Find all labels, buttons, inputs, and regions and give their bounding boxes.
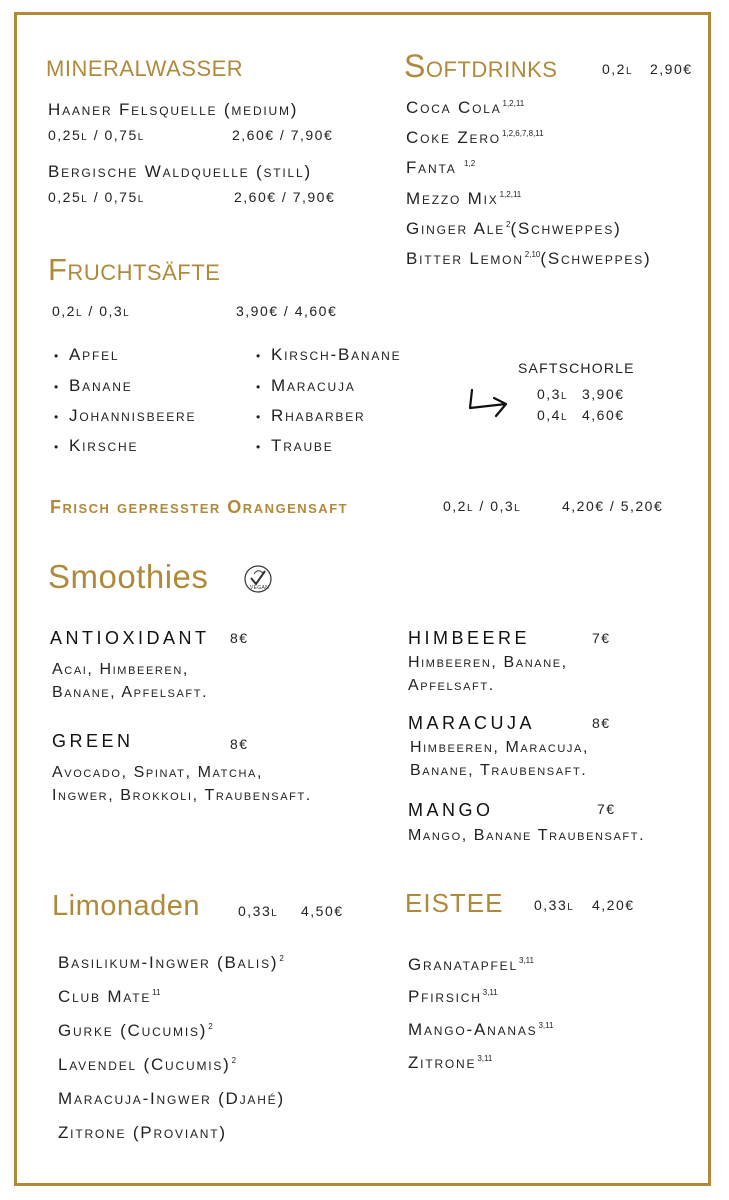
fruchtsaefte-sizes: 0,2l / 0,3l xyxy=(52,303,131,319)
smoothie-name: HIMBEERE xyxy=(408,628,531,648)
smoothie-name: GREEN xyxy=(52,731,134,751)
list-item: Pfirsich$^{3,11}$ xyxy=(408,987,498,1006)
vegan-badge-label: VEGAN xyxy=(250,585,270,591)
section-title-mineralwasser: mineralwasser xyxy=(46,48,244,83)
softdrinks-size: 0,2l xyxy=(602,61,634,77)
list-item: Ginger Ale$^2$(Schweppes) xyxy=(406,219,622,238)
orangensaft-sizes: 0,2l / 0,3l xyxy=(443,498,522,514)
eistee-size: 0,33l xyxy=(534,897,575,913)
smoothie-desc: Acai, Himbeeren, Banane, Apfelsaft. xyxy=(52,661,209,701)
list-item: • Apfel xyxy=(54,345,119,365)
list-item: Bitter Lemon$^{2,10}$(Schweppes) xyxy=(406,249,652,268)
list-item: Coke Zero$^{1,2,6,7,8,11}$ xyxy=(406,128,544,147)
softdrinks-price: 2,90€ xyxy=(650,61,693,77)
arrow-right-icon xyxy=(466,386,512,420)
list-item: Bergische Waldquelle (still) xyxy=(48,162,312,181)
list-item: Lavendel (Cucumis)$^2$ xyxy=(58,1055,237,1074)
section-title-eistee: EISTEE xyxy=(405,888,504,918)
smoothie-name: MARACUJA xyxy=(408,713,536,733)
saftschorle-size: 0,4l xyxy=(537,407,569,423)
item-prices: 2,60€ / 7,90€ xyxy=(234,189,336,205)
section-title-limonaden: Limonaden xyxy=(52,890,200,922)
fruchtsaefte-prices: 3,90€ / 4,60€ xyxy=(236,303,338,319)
vegan-badge-icon xyxy=(243,564,273,594)
list-item: • Maracuja xyxy=(256,376,356,396)
saftschorle-title: SAFTSCHORLE xyxy=(518,360,635,376)
list-item: Maracuja-Ingwer (Djahé) xyxy=(58,1089,285,1108)
list-item: Fanta $^{1,2}$ xyxy=(406,158,476,177)
limonaden-price: 4,50€ xyxy=(301,903,344,919)
item-sizes: 0,25l / 0,75l xyxy=(48,189,145,205)
list-item: Coca Cola$^{1,2,11}$ xyxy=(406,98,525,117)
list-item: Club Mate$^{11}$ xyxy=(58,987,161,1006)
saftschorle-price: 3,90€ xyxy=(582,386,625,402)
list-item: Zitrone (Proviant) xyxy=(58,1123,227,1142)
smoothie-desc: Himbeeren, Banane, Apfelsaft. xyxy=(408,654,568,694)
list-item: Haaner Felsquelle (medium) xyxy=(48,100,299,119)
smoothie-desc: Himbeeren, Maracuja, Banane, Traubensaft. xyxy=(410,739,590,779)
list-item: • Kirsch-Banane xyxy=(256,345,401,365)
section-title-smoothies: Smoothies xyxy=(48,558,209,595)
list-item: • Rhabarber xyxy=(256,406,366,426)
limonaden-size: 0,33l xyxy=(238,903,279,919)
smoothie-name: MANGO xyxy=(408,800,494,820)
saftschorle-price: 4,60€ xyxy=(582,407,625,423)
list-item: • Banane xyxy=(54,376,133,396)
section-title-softdrinks: Softdrinks xyxy=(404,48,558,84)
list-item: Zitrone$^{3,11}$ xyxy=(408,1053,493,1072)
item-prices: 2,60€ / 7,90€ xyxy=(232,127,334,143)
list-item: • Kirsche xyxy=(54,436,138,456)
smoothie-price: 8€ xyxy=(230,630,249,646)
smoothie-price: 8€ xyxy=(592,715,611,731)
smoothie-price: 7€ xyxy=(592,630,611,646)
list-item: Mango-Ananas$^{3,11}$ xyxy=(408,1020,554,1039)
saftschorle-size: 0,3l xyxy=(537,386,569,402)
orangensaft-name: Frisch gepresster Orangensaft xyxy=(50,497,349,517)
list-item: Gurke (Cucumis)$^2$ xyxy=(58,1021,213,1040)
list-item: Mezzo Mix$^{1,2,11}$ xyxy=(406,189,522,208)
list-item: Basilikum-Ingwer (Balis)$^2$ xyxy=(58,953,284,972)
eistee-price: 4,20€ xyxy=(592,897,635,913)
item-sizes: 0,25l / 0,75l xyxy=(48,127,145,143)
section-title-fruchtsaefte: Fruchtsäfte xyxy=(48,252,221,287)
smoothie-name: ANTIOXIDANT xyxy=(50,628,210,648)
list-item: Granatapfel$^{3,11}$ xyxy=(408,955,534,974)
list-item: • Traube xyxy=(256,436,334,456)
smoothie-desc: Avocado, Spinat, Matcha, Ingwer, Brokkoli, Traubensaft. xyxy=(52,764,312,804)
list-item: • Johannisbeere xyxy=(54,406,196,426)
smoothie-price: 7€ xyxy=(597,801,616,817)
orangensaft-prices: 4,20€ / 5,20€ xyxy=(562,498,664,514)
smoothie-desc: Mango, Banane Traubensaft. xyxy=(408,827,646,844)
smoothie-price: 8€ xyxy=(230,736,249,752)
